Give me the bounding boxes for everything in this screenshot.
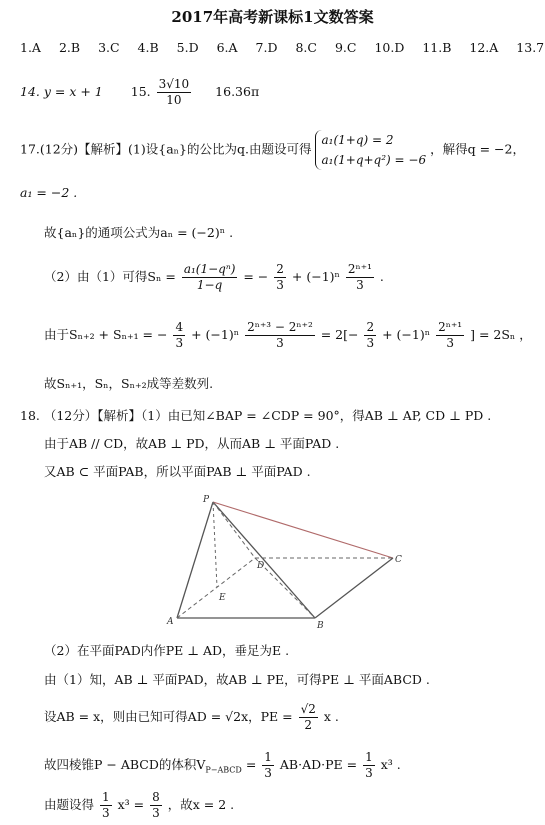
- q17-head-tail: ，解得q = −2，: [430, 141, 525, 157]
- q17-sum-four: 4: [175, 320, 184, 334]
- q18-part2-line-1: （2）在平面PAD内作PE ⊥ AD，垂足为E .: [44, 643, 290, 658]
- answer-13: 13.7: [516, 40, 545, 55]
- q18-p2-l4-denominator: 3: [264, 766, 272, 780]
- q17-equation-2: a₁(1+q+q²) = −6: [321, 153, 427, 167]
- q17-p2-tail: + (−1)ⁿ: [291, 269, 340, 284]
- answer-5: 5.D: [176, 40, 199, 55]
- answer-10: 10.D: [374, 40, 405, 55]
- q17-sum-eq: = 2[−: [320, 327, 359, 342]
- q17-sum-denominator: 3: [276, 336, 284, 350]
- q18-heading: 18. （12分）【解析】（1）由已知∠BAP = ∠CDP = 90°，得AB ⊥ AP, CD ⊥ PD .: [20, 408, 492, 423]
- q18-p2-l5-numerator-2: 8: [152, 790, 160, 804]
- q17-a1: a₁ = −2 .: [20, 185, 78, 200]
- q18-p2-l4-fraction-1: [262, 750, 274, 781]
- q17-p2-end: .: [379, 269, 384, 284]
- q17-sum-denominator-2: 3: [446, 336, 454, 350]
- q18-p2-l3-numerator: √2: [300, 702, 316, 716]
- q17-heading: [20, 130, 525, 170]
- q18-p2-l5-fraction-1: [100, 790, 112, 821]
- q17-p2-fraction-3: [346, 262, 374, 293]
- edge-PB: [213, 502, 315, 618]
- q17-sum-two: 2: [366, 320, 375, 334]
- q18-p2-l5-numerator: 1: [102, 790, 110, 804]
- q18-p2-l4-mid: AB·AD·PE =: [279, 757, 358, 772]
- page-title: 2017年高考新课标1文数答案: [171, 8, 374, 26]
- q18-p2-l4-numerator: 1: [264, 750, 272, 764]
- edge-PA: [177, 502, 213, 618]
- q17-p2-fraction-2: [274, 262, 286, 293]
- q17-p2-denominator: 1−q: [196, 278, 223, 292]
- answer-8: 8.C: [295, 40, 317, 55]
- answers-14-16: [20, 77, 259, 108]
- answer-12: 12.A: [469, 40, 499, 55]
- q18-p2-l4-denominator-2: 3: [365, 766, 373, 780]
- q18-part2-line-4: [44, 750, 401, 781]
- q17-sum-fraction-3: [364, 320, 376, 351]
- q18-part2-line-3: [44, 702, 339, 733]
- q18-p2-l4-eq: =: [245, 757, 257, 772]
- answer-15-numerator: 3√10: [158, 77, 190, 91]
- answer-4: 4.B: [137, 40, 159, 55]
- q18-p2-l5-tail: ，故x = 2 .: [167, 797, 235, 812]
- q18-line-3: 又AB ⊂ 平面PAB，所以平面PAB ⊥ 平面PAD .: [44, 464, 311, 479]
- answer-15-fraction: [157, 77, 192, 108]
- edge-AD: [177, 558, 255, 618]
- q17-general-term: 故{aₙ}的通项公式为aₙ = (−2)ⁿ .: [44, 225, 234, 240]
- edge-BC: [315, 558, 393, 618]
- q17-sum-lead: 由于Sₙ₊₂ + Sₙ₊₁ = −: [44, 327, 168, 342]
- answer-16: 16.36π: [215, 84, 260, 99]
- answer-14: 14. y = x + 1: [20, 84, 103, 99]
- q17-sum-end: ] = 2Sₙ ，: [470, 327, 532, 342]
- q17-sum-three-2: 3: [366, 336, 375, 350]
- label-E: E: [219, 593, 226, 603]
- label-C: C: [395, 555, 402, 565]
- q18-p2-l4-lead: 故四棱锥P − ABCD的体积V: [44, 757, 206, 772]
- q17-equation-1: a₁(1+q) = 2: [321, 133, 394, 147]
- q17-p2-numerator-2: 2ⁿ⁺¹: [347, 262, 372, 276]
- q18-p2-l3-fraction: [299, 702, 318, 733]
- pyramid-figure: [165, 490, 410, 630]
- q17-part2-formula: [44, 262, 384, 293]
- q17-sum-mid-2: + (−1)ⁿ: [382, 327, 431, 342]
- q17-sum-numerator-2: 2ⁿ⁺¹: [438, 320, 463, 334]
- q18-p2-l5-lead: 由题设得: [44, 797, 95, 812]
- q17-equation-system: [315, 130, 426, 170]
- q18-p2-l5-denominator-2: 3: [152, 806, 160, 820]
- q17-sum-three: 3: [175, 336, 184, 350]
- answer-2: 2.B: [58, 40, 81, 55]
- q18-p2-l3-denominator: 2: [304, 718, 313, 732]
- q17-sum-fraction-4: [436, 320, 464, 351]
- q17-p2-denominator-2: 3: [356, 278, 364, 292]
- label-B: B: [317, 621, 324, 630]
- answer-15-label: 15.: [130, 84, 151, 99]
- edge-PE: [213, 502, 217, 587]
- label-A: A: [167, 617, 174, 627]
- answer-9: 9.C: [334, 40, 357, 55]
- q17-p2-lead: （2）由（1）可得Sₙ =: [44, 269, 176, 284]
- q17-sum-mid: + (−1)ⁿ: [191, 327, 240, 342]
- q18-p2-l4-sub: P−ABCD: [205, 765, 242, 775]
- q18-p2-l4-fraction-2: [363, 750, 375, 781]
- q18-part2-line-2: 由（1）知，AB ⊥ 平面PAD，故AB ⊥ PE，可得PE ⊥ 平面ABCD .: [44, 672, 430, 687]
- q17-p2-fraction-1: [182, 262, 238, 293]
- edge-PC: [213, 502, 393, 558]
- q17-sum-fraction-1: [173, 320, 185, 351]
- q17-p2-two: 2: [276, 262, 284, 276]
- q18-p2-l5-denominator: 3: [102, 806, 110, 820]
- q18-p2-l5-mid: x³ =: [117, 797, 145, 812]
- q18-p2-l3-lead: 设AB = x，则由已知可得AD = √2x，PE =: [44, 709, 293, 724]
- q18-line-2: 由于AB // CD，故AB ⊥ PD，从而AB ⊥ 平面PAD .: [44, 436, 340, 451]
- answer-15-denominator: 10: [166, 93, 182, 107]
- label-P: P: [203, 495, 210, 505]
- answer-1: 1.A: [20, 40, 41, 55]
- q18-p2-l5-fraction-2: [150, 790, 162, 821]
- q18-p2-l4-numerator-2: 1: [365, 750, 373, 764]
- q18-p2-l3-tail: x .: [323, 709, 339, 724]
- answers-line: [20, 40, 545, 55]
- q17-sum-fraction-2: [245, 320, 315, 351]
- q17-sum-numerator: 2ⁿ⁺³ − 2ⁿ⁺²: [247, 320, 313, 334]
- q17-p2-mid: = −: [243, 269, 269, 284]
- q17-sum-line: [44, 320, 532, 351]
- answer-3: 3.C: [98, 40, 120, 55]
- q17-p2-three: 3: [276, 278, 284, 292]
- q18-p2-l4-tail: x³ .: [380, 757, 401, 772]
- edge-PD: [213, 502, 255, 558]
- label-D: D: [257, 561, 265, 571]
- q17-conclusion: 故Sₙ₊₁，Sₙ，Sₙ₊₂成等差数列.: [44, 376, 214, 391]
- q18-part2-line-5: [44, 790, 234, 821]
- answer-11: 11.B: [422, 40, 452, 55]
- answer-6: 6.A: [216, 40, 238, 55]
- q17-p2-numerator: a₁(1−qⁿ): [183, 262, 236, 276]
- answer-7: 7.D: [255, 40, 278, 55]
- q17-head-text: 17.(12分)【解析】(1)设{aₙ}的公比为q.由题设可得: [20, 141, 312, 157]
